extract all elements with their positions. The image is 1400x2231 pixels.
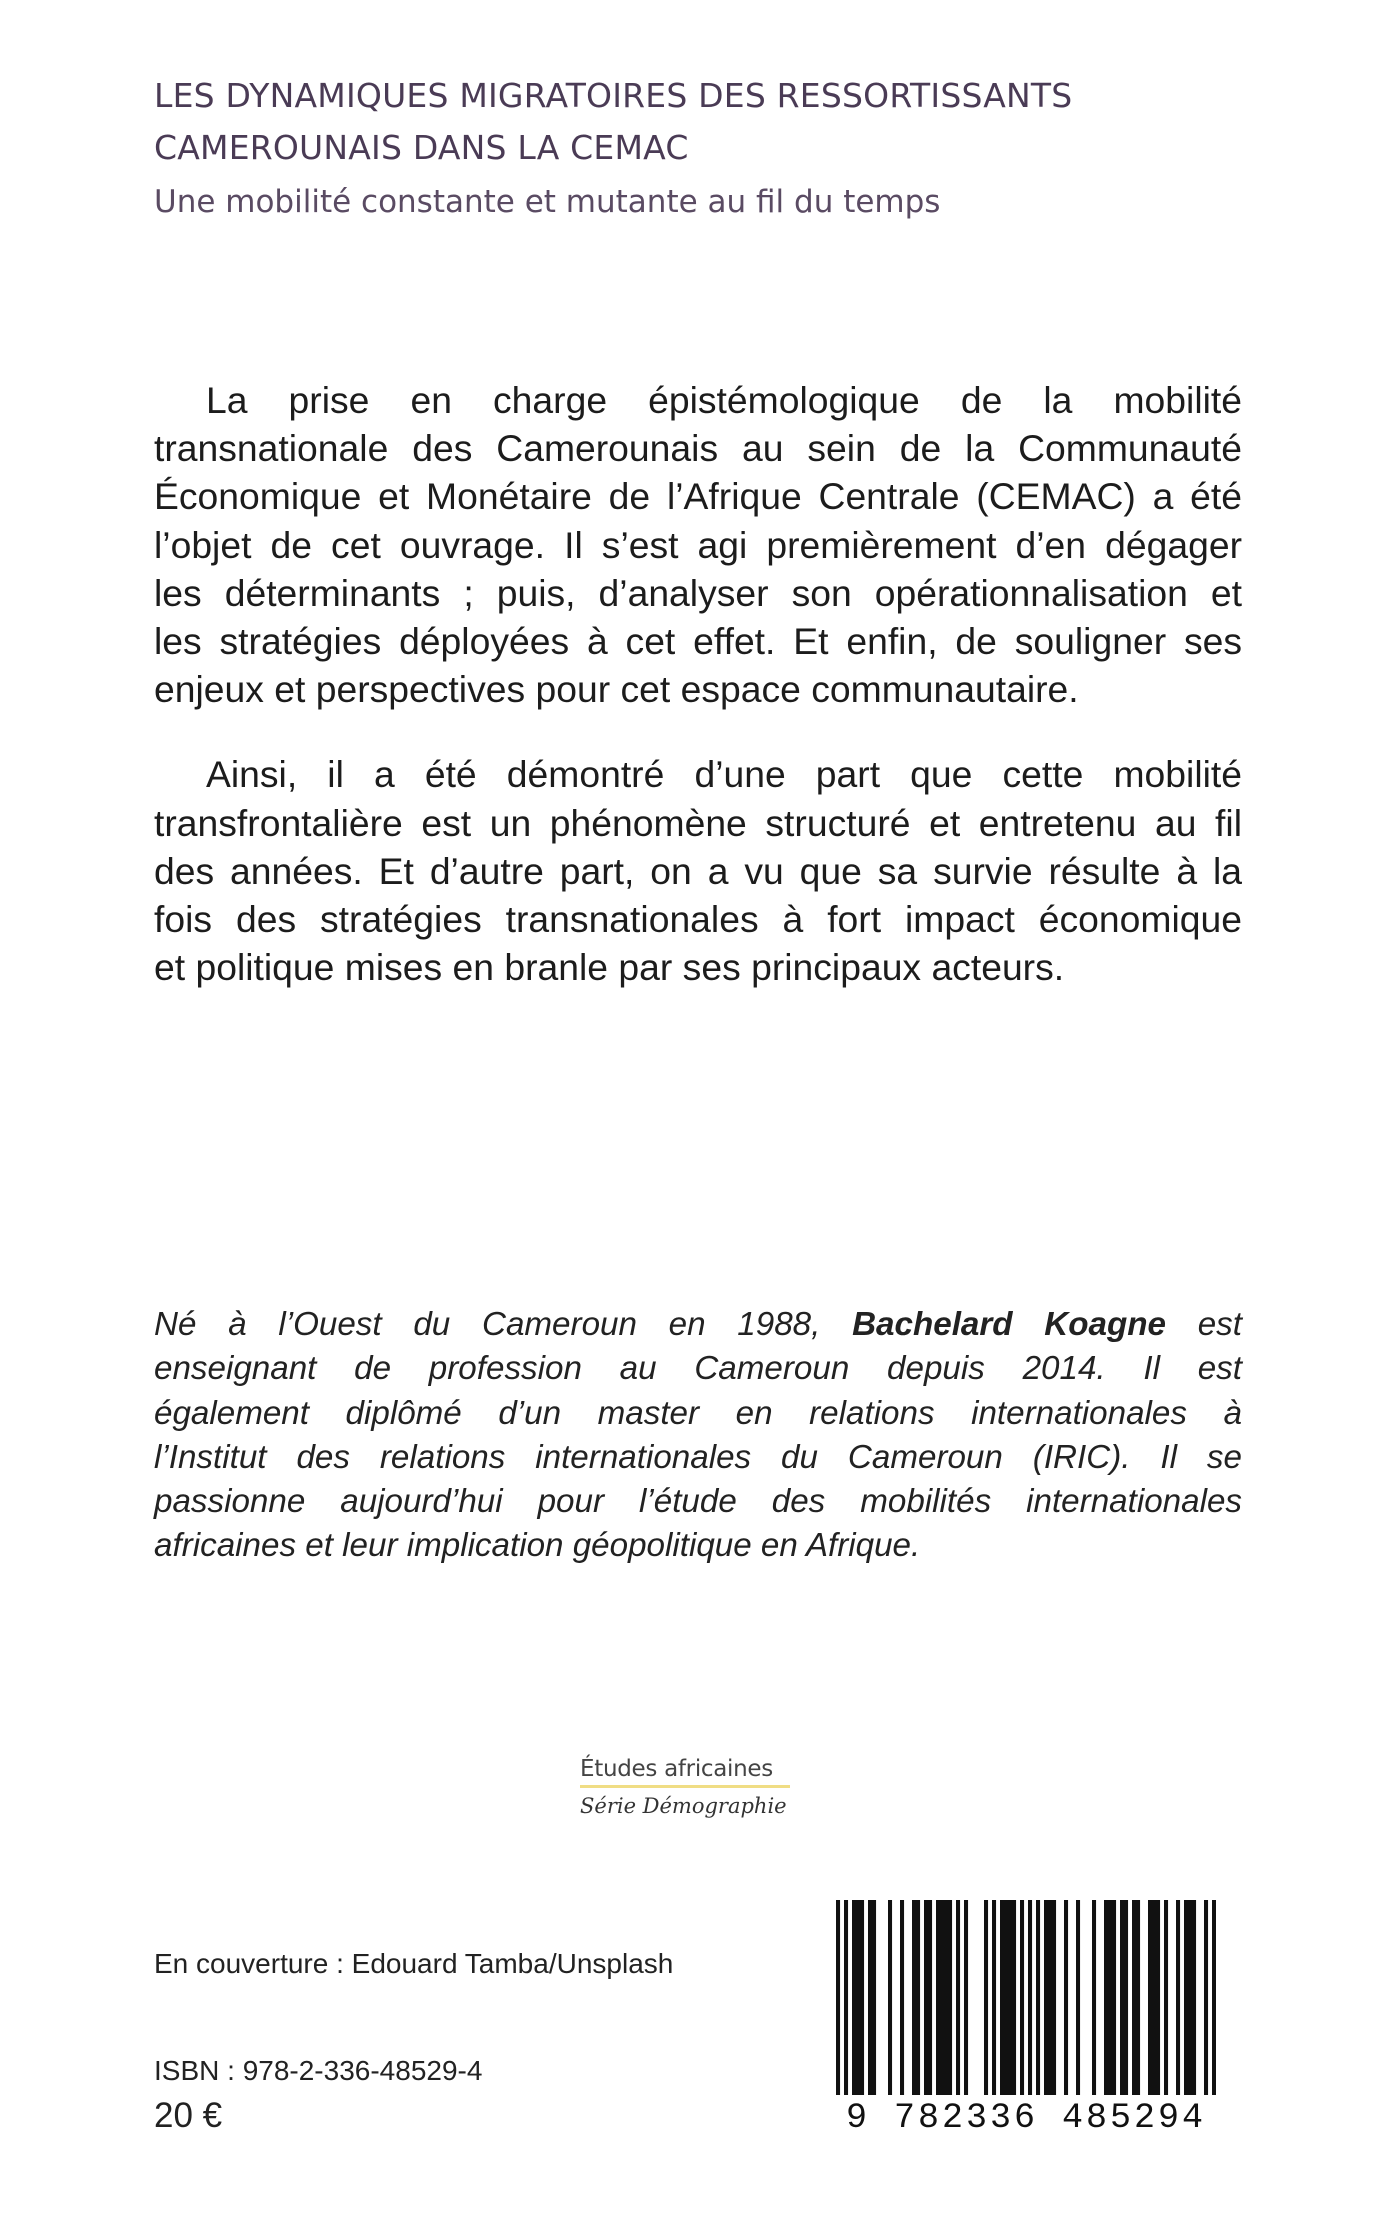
barcode-bar	[1004, 1900, 1008, 2095]
summary-line: fois des stratégies transnationales à fort impact économique	[154, 897, 1242, 940]
summary-line: et politique mises en branle par ses principaux acteurs.	[154, 946, 1065, 989]
barcode-bar	[1152, 1900, 1156, 2095]
barcode-bar	[1108, 1900, 1112, 2095]
barcode-bar	[1188, 1900, 1192, 2095]
barcode-bar	[944, 1900, 948, 2095]
summary-line: les déterminants ; puis, d’analyser son opérationnalisation et	[154, 571, 1242, 614]
barcode-bar	[1136, 1900, 1140, 2095]
barcode-bar	[1028, 1900, 1032, 2095]
barcode-bar	[1064, 1900, 1068, 2095]
price-label: 20 €	[154, 2096, 223, 2135]
bio-text: est	[1166, 1306, 1242, 1343]
barcode-bar	[1104, 1900, 1108, 2095]
summary-line: transnationale des Camerounais au sein de la Communauté	[154, 427, 1242, 470]
bio-text: Né à l’Ouest du Cameroun en 1988,	[154, 1306, 853, 1343]
series-subtitle: Série Démographie	[580, 1794, 787, 1818]
barcode-bar	[928, 1900, 932, 2095]
cover-credit: En couverture : Edouard Tamba/Unsplash	[154, 1948, 674, 1979]
summary-line: Économique et Monétaire de l’Afrique Centrale (CEMAC) a été	[154, 475, 1242, 518]
barcode-bar	[1048, 1900, 1052, 2095]
author-bio	[154, 1303, 1242, 1569]
summary-paragraph-1	[154, 376, 1242, 713]
barcode-bar	[1112, 1900, 1116, 2095]
barcode-bar	[1156, 1900, 1160, 2095]
book-header	[154, 70, 1254, 228]
barcode-bar	[888, 1900, 892, 2095]
summary-line: des années. Et d’autre part, on a vu que sa survie résulte à la	[154, 849, 1242, 892]
barcode	[836, 1900, 1216, 2143]
barcode-bar	[1148, 1900, 1152, 2095]
barcode-bar	[1212, 1900, 1216, 2095]
book-title-line-1: LES DYNAMIQUES MIGRATOIRES DES RESSORTISSANTS	[154, 76, 1073, 115]
barcode-bar	[872, 1900, 876, 2095]
barcode-bar	[1076, 1900, 1080, 2095]
bio-line: passionne aujourd’hui pour l’étude des mobilités internationales	[154, 1483, 1242, 1521]
back-cover-summary	[154, 376, 1242, 991]
barcode-bar	[1132, 1900, 1136, 2095]
barcode-bar	[836, 1900, 840, 2095]
barcode-bar	[916, 1900, 920, 2095]
barcode-bars	[836, 1900, 1216, 2100]
barcode-bar	[844, 1900, 848, 2095]
barcode-bar	[1176, 1900, 1180, 2095]
bio-line: l’Institut des relations internationales du Cameroun (IRIC). Il se	[154, 1438, 1242, 1476]
barcode-bar	[984, 1900, 988, 2095]
barcode-bar	[1012, 1900, 1016, 2095]
barcode-bar	[940, 1900, 944, 2095]
series-imprint	[580, 1756, 810, 1818]
bio-line: également diplômé d’un master en relations internationales à	[154, 1394, 1242, 1432]
barcode-bar	[936, 1900, 940, 2095]
barcode-bar	[924, 1900, 928, 2095]
summary-line: La prise en charge épistémologique de la mobilité	[206, 379, 1242, 421]
barcode-bar	[868, 1900, 872, 2095]
barcode-bar	[856, 1900, 860, 2095]
bio-line: africaines et leur implication géopolitique en Afrique.	[154, 1527, 921, 1565]
barcode-bar	[1000, 1900, 1004, 2095]
barcode-bar	[1120, 1900, 1124, 2095]
barcode-bar	[956, 1900, 960, 2095]
barcode-bar	[1092, 1900, 1096, 2095]
barcode-bar	[992, 1900, 996, 2095]
summary-line: Ainsi, il a été démontré d’une part que cette mobilité	[206, 753, 1242, 796]
book-title-line-2: CAMEROUNAIS DANS LA CEMAC	[154, 128, 689, 167]
author-name: Bachelard Koagne	[852, 1306, 1166, 1343]
barcode-bar	[1036, 1900, 1040, 2095]
summary-line: les stratégies déployées à cet effet. Et enfin, de souligner ses	[154, 619, 1242, 662]
bio-line: enseignant de profession au Cameroun depuis 2014. Il est	[154, 1350, 1242, 1388]
barcode-bar	[1192, 1900, 1196, 2095]
series-name: Études africaines	[580, 1756, 790, 1788]
summary-line: enjeux et perspectives pour cet espace communautaire.	[154, 668, 1079, 711]
isbn-number: ISBN : 978-2-336-48529-4	[154, 2055, 483, 2086]
barcode-bar	[1020, 1900, 1024, 2095]
barcode-bar	[1204, 1900, 1208, 2095]
barcode-bar	[1044, 1900, 1048, 2095]
summary-paragraph-2	[154, 750, 1242, 991]
book-subtitle: Une mobilité constante et mutante au fil du temps	[154, 184, 941, 220]
summary-line: transfrontalière est un phénomène structuré et entretenu au fil	[154, 801, 1242, 844]
barcode-bar	[1008, 1900, 1012, 2095]
summary-line: l’objet de cet ouvrage. Il s’est agi premièrement d’en dégager	[154, 523, 1242, 566]
barcode-digits: 9 782336 485294	[845, 2098, 1207, 2138]
barcode-bar	[1164, 1900, 1168, 2095]
barcode-bar	[1052, 1900, 1056, 2095]
barcode-bar	[912, 1900, 916, 2095]
barcode-bar	[1124, 1900, 1128, 2095]
barcode-bar	[900, 1900, 904, 2095]
barcode-bar	[852, 1900, 856, 2095]
barcode-bar	[964, 1900, 968, 2095]
barcode-bar	[860, 1900, 864, 2095]
barcode-bar	[948, 1900, 952, 2095]
bio-line	[154, 1303, 1242, 1347]
barcode-bar	[1184, 1900, 1188, 2095]
